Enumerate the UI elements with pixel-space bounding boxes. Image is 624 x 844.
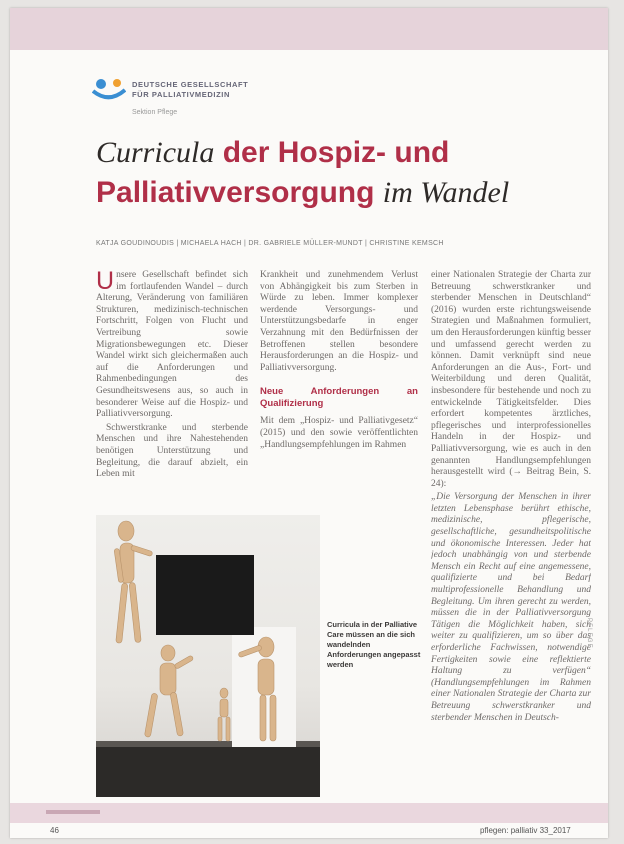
title-line-2 — [96, 176, 576, 210]
side-label-text: PFLEGE — [586, 618, 592, 649]
figure-caption: Curricula in der Palliative Care müssen an die sich wandelnden Anforderungen angepasst werden — [327, 620, 421, 669]
text-column-3 — [431, 270, 591, 792]
paragraph — [96, 267, 248, 421]
dgp-logo-icon — [92, 78, 126, 102]
footer-accent-bar — [46, 810, 100, 814]
paragraph: Mit dem „Hospiz- und Palliativgesetz“ (2015) und den sowie veröffentlichten „Handlungsempfehlungen im Rahmen — [260, 416, 418, 450]
subheading: Neue Anforderungen an Qualifizierung — [260, 386, 418, 410]
org-name-line1: DEUTSCHE GESELLSCHAFT — [132, 80, 249, 89]
magazine-page — [10, 8, 608, 838]
mannequin-illustration — [96, 515, 320, 797]
paragraph-text: nsere Gesellschaft befindet sich im fortlaufenden Wandel – durch Alterung, Veränderung von familiären Strukturen, medizinisch-technischen Fortschritt, Folgen von Flucht und Vertreibung sowie Migrationsbewegungen etc. Dieser Wandel wirkt sich gleichermaßen auch auf die Anforderungen und Rahmenbedingungen des Gesundheitswesens aus, so auch in besonderer Weise auf die Hospiz- und Palliativversorgung. — [96, 270, 248, 420]
side-label — [586, 618, 602, 768]
journal-name: pflegen: palliativ 33_2017 — [480, 826, 571, 835]
org-name-line2: FÜR PALLIATIVMEDIZIN — [132, 90, 230, 99]
page-number: 46 — [50, 826, 59, 835]
drop-cap: U — [96, 267, 115, 295]
title-italic-1: Curricula — [96, 136, 215, 169]
text-column-2 — [260, 270, 418, 453]
text-column-1 — [96, 267, 248, 483]
title-italic-2: im Wandel — [382, 176, 510, 209]
paragraph: Krankheit und zunehmendem Verlust von Abhängigkeit bis zum Sterben in Würde zu leben. Immer komplexer werdende Versorgungs- und Unterstützungsbedarfe in enger Verzahnung mit den Bedürfnissen der Betroffenen stellen besondere Herausforderungen an die Hospiz- und Palliativversorgung. — [260, 270, 418, 373]
author-line: KATJA GOUDINOUDIS | MICHAELA HACH | DR. GABRIELE MÜLLER-MUNDT | CHRISTINE KEMSCH — [96, 240, 444, 247]
paragraph: einer Nationalen Strategie der Charta zur Betreuung schwerstkranker und sterbender Menschen in Deutschland“ (2016) wurden erste richtungsweisende Strategien und Maßnahmen formuliert, um den Herausforderungen künftig besser und umfassend gerecht werden zu können. Damit verknüpft sind neue Anforderungen an die Aus-, Fort- und Weiterbildung und deren Qualität, insbesondere für bestehende und noch zu entwickelnde Tätigkeitsfelder. Dies erfordert kompetentes ärztliches, pflegerisches und interprofessionelles Handeln in der Hospiz- und Palliativversorgung, wie es auch in den genannten Handlungsempfehlungen herausgestellt wird (→ Beitrag Bein, S. 24): — [431, 270, 591, 489]
title-line-1 — [96, 136, 576, 170]
mannequin-figures-image — [96, 515, 320, 797]
quote-paragraph: „Die Versorgung der Menschen in ihrer letzten Lebensphase berührt ethische, medizinische, pflegerische, gesellschaftliche, gesundheitspolitische und ökonomische Interessen. Jeder hat jedoch unabhängig von und sterbende Mensch ein Recht auf eine angemessene, qualifizierte und bei Bedarf multiprofessionelle Behandlung und Begleitung. Um ihren gerecht zu werden, müssen die in der Palliativversorgung Tätigen die Möglichkeit haben, sich weiter zu qualifizieren, um so über das erforderliche Fachwissen, notwendige Fertigkeiten sowie eine reflektierte Haltung zu verfügen“ (Handlungsempfehlungen im Rahmen einer Nationalen Strategie der Charta zur Betreuung schwerstkranker und sterbender Menschen in Deutsch- — [431, 492, 591, 723]
title-bold-1: der Hospiz- und — [222, 136, 450, 169]
paragraph: Schwerstkranke und sterbende Menschen und ihre Nahestehenden benötigen Unterstützung und Begleitung, die darauf abzielt, ein Leben mit — [96, 422, 248, 480]
header-band — [10, 8, 608, 50]
section-label: Sektion Pflege — [132, 109, 178, 116]
title-bold-2: Palliativversorgung — [96, 176, 375, 209]
